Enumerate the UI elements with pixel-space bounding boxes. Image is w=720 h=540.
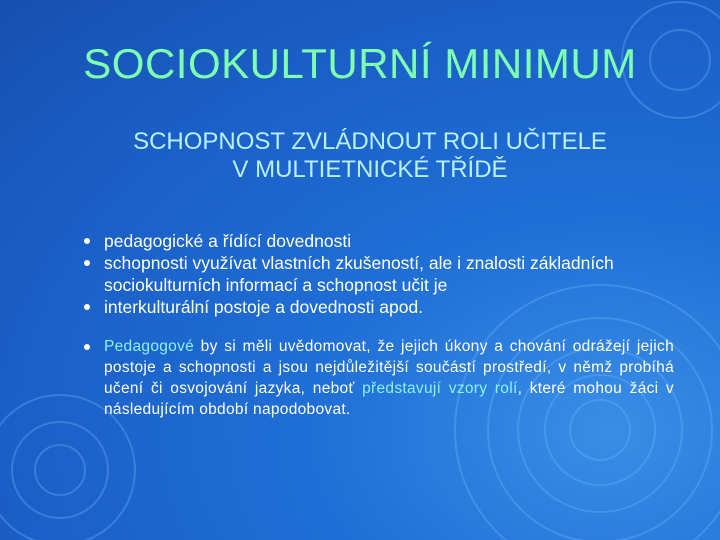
bullet-dot-icon bbox=[84, 238, 90, 244]
list-item-text: pedagogické a řídící dovednosti bbox=[104, 231, 352, 251]
slide-title: SOCIOKULTURNÍ MINIMUM bbox=[83, 40, 637, 87]
list-item-text: schopnosti využívat vlastních zkušeností, ale i znalosti základních sociokulturních informací a schopnost učit je bbox=[104, 253, 614, 295]
subtitle-line-1: SCHOPNOST ZVLÁDNOUT ROLI UČITELE bbox=[133, 128, 607, 155]
list-spacer bbox=[84, 318, 674, 336]
paragraph-text-2: , které mohou žáci v následujícím období napodobovat. bbox=[104, 380, 674, 418]
bullet-dot-icon bbox=[84, 260, 90, 266]
bullet-dot-icon bbox=[84, 304, 90, 310]
bullet-list bbox=[84, 230, 674, 420]
paragraph-text-1: by si měli uvědomovat, že jejich úkony a chování odrážejí jejich postoje a schopnosti a jsou nejdůležitější součástí prostředí, v němž probíhá učení či osvojování jazyka, neboť bbox=[104, 338, 674, 397]
highlight-pedagogove: Pedagogové bbox=[104, 338, 195, 355]
highlight-role-models: představují vzory rolí bbox=[362, 380, 518, 397]
list-item bbox=[84, 230, 674, 252]
bullet-dot-icon bbox=[84, 344, 90, 350]
list-item-paragraph bbox=[84, 336, 674, 420]
list-item bbox=[84, 296, 674, 318]
list-item bbox=[84, 252, 674, 296]
subtitle-line-2: V MULTIETNICKÉ TŘÍDĚ bbox=[232, 156, 508, 183]
list-item-text: interkulturální postoje a dovednosti apod. bbox=[104, 297, 424, 317]
slide-subtitle bbox=[60, 128, 680, 184]
